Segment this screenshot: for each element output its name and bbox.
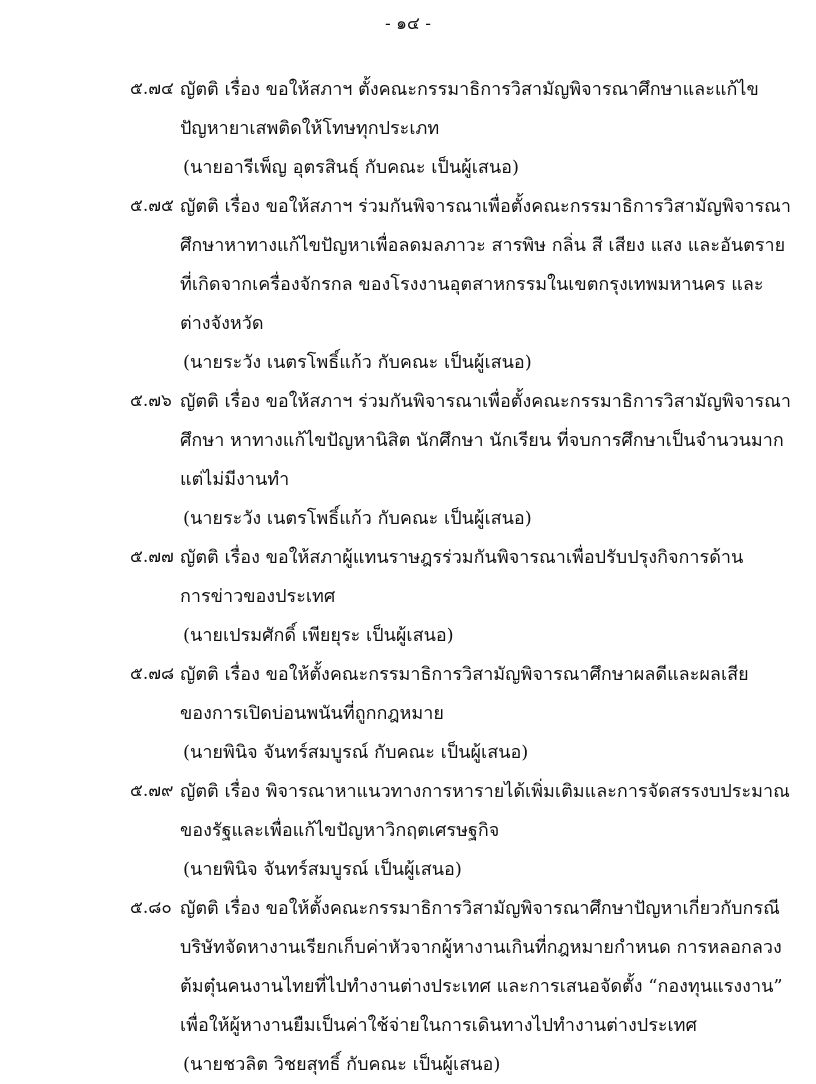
motion-line: [0, 694, 816, 733]
motion-proposer: (นายพินิจ จันทร์สมบูรณ์ เป็นผู้เสนอ): [183, 859, 462, 880]
motion-title: ญัตติ เรื่อง ขอให้สภาฯ ร่วมกันพิจารณาเพื่อตั้งคณะกรรมาธิการวิสามัญพิจารณา: [180, 391, 791, 412]
motion-item: [0, 187, 816, 382]
motion-line: [0, 616, 816, 655]
motion-proposer: (นายระวัง เนตรโพธิ์แก้ว กับคณะ เป็นผู้เสนอ): [183, 508, 532, 529]
motion-number: ๕.๗๔: [130, 79, 174, 99]
motion-title-continuation: ศึกษา หาทางแก้ไขปัญหานิสิต นักศึกษา นักเรียน ที่จบการศึกษาเป็นจำนวนมาก: [180, 430, 784, 451]
motion-title-continuation: ของรัฐและเพื่อแก้ไขปัญหาวิกฤตเศรษฐกิจ: [180, 820, 500, 841]
motion-title-continuation: ต่างจังหวัด: [180, 313, 264, 334]
motion-title-continuation: บริษัทจัดหางานเรียกเก็บค่าหัวจากผู้หางานเกินที่กฎหมายกำหนด การหลอกลวง: [180, 937, 782, 958]
motion-proposer: (นายพินิจ จันทร์สมบูรณ์ กับคณะ เป็นผู้เสนอ): [183, 742, 529, 763]
motion-number: ๕.๘๐: [130, 898, 172, 918]
motion-line: [0, 889, 816, 928]
motion-proposer: (นายอารีเพ็ญ อุตรสินธุ์ กับคณะ เป็นผู้เสนอ): [183, 157, 519, 178]
motion-number: ๕.๗๗: [130, 547, 174, 567]
motion-proposer: (นายเปรมศักดิ์ เพียยุระ เป็นผู้เสนอ): [183, 625, 454, 646]
motion-line: [0, 1006, 816, 1045]
motion-proposer: (นายระวัง เนตรโพธิ์แก้ว กับคณะ เป็นผู้เสนอ): [183, 352, 532, 373]
motion-list: [0, 70, 816, 1084]
motion-title: ญัตติ เรื่อง ขอให้สภาฯ ร่วมกันพิจารณาเพื่อตั้งคณะกรรมาธิการวิสามัญพิจารณา: [180, 196, 791, 217]
motion-title-continuation: ต้มตุ๋นคนงานไทยที่ไปทำงานต่างประเทศ และการเสนอจัดตั้ง “กองทุนแรงงาน”: [180, 976, 783, 997]
motion-line: [0, 499, 816, 538]
motion-line: [0, 1045, 816, 1084]
motion-title-continuation: ของการเปิดบ่อนพนันที่ถูกกฎหมาย: [180, 703, 444, 724]
motion-item: [0, 772, 816, 889]
motion-title: ญัตติ เรื่อง ขอให้ตั้งคณะกรรมาธิการวิสามัญพิจารณาศึกษาผลดีและผลเสีย: [180, 664, 749, 685]
motion-line: [0, 70, 816, 109]
motion-item: [0, 70, 816, 187]
motion-line: [0, 382, 816, 421]
motion-title-continuation: ศึกษาหาทางแก้ไขปัญหาเพื่อลดมลภาวะ สารพิษ กลิ่น สี เสียง แสง และอันตราย: [180, 235, 786, 256]
motion-title-continuation: ปัญหายาเสพติดให้โทษทุกประเภท: [180, 118, 440, 139]
motion-item: [0, 889, 816, 1084]
motion-line: [0, 772, 816, 811]
motion-line: [0, 967, 816, 1006]
motion-item: [0, 382, 816, 538]
motion-number: ๕.๗๖: [130, 391, 172, 411]
motion-line: [0, 421, 816, 460]
motion-line: [0, 928, 816, 967]
motion-number: ๕.๗๘: [130, 664, 175, 684]
motion-number: ๕.๗๕: [130, 196, 174, 216]
motion-line: [0, 577, 816, 616]
motion-line: [0, 850, 816, 889]
motion-title-continuation: แต่ไม่มีงานทำ: [180, 469, 290, 490]
motion-line: [0, 655, 816, 694]
motion-title-continuation: การข่าวของประเทศ: [180, 586, 336, 607]
motion-line: [0, 187, 816, 226]
motion-item: [0, 538, 816, 655]
motion-line: [0, 109, 816, 148]
motion-line: [0, 148, 816, 187]
motion-line: [0, 733, 816, 772]
motion-proposer: (นายชวลิต วิชยสุทธิ์ กับคณะ เป็นผู้เสนอ): [183, 1054, 501, 1075]
motion-line: [0, 304, 816, 343]
motion-title: ญัตติ เรื่อง พิจารณาหาแนวทางการหารายได้เพิ่มเติมและการจัดสรรงบประมาณ: [180, 781, 790, 802]
motion-line: [0, 343, 816, 382]
motion-title-continuation: ที่เกิดจากเครื่องจักรกล ของโรงงานอุตสาหกรรมในเขตกรุงเทพมหานคร และ: [180, 274, 764, 295]
motion-title: ญัตติ เรื่อง ขอให้สภาฯ ตั้งคณะกรรมาธิการวิสามัญพิจารณาศึกษาและแก้ไข: [180, 79, 759, 100]
motion-line: [0, 538, 816, 577]
motion-title: ญัตติ เรื่อง ขอให้สภาผู้แทนราษฎรร่วมกันพิจารณาเพื่อปรับปรุงกิจการด้าน: [180, 547, 744, 568]
motion-title-continuation: เพื่อให้ผู้หางานยืมเป็นค่าใช้จ่ายในการเดินทางไปทำงานต่างประเทศ: [180, 1015, 697, 1036]
motion-item: [0, 655, 816, 772]
motion-line: [0, 811, 816, 850]
motion-title: ญัตติ เรื่อง ขอให้ตั้งคณะกรรมาธิการวิสามัญพิจารณาศึกษาปัญหาเกี่ยวกับกรณี: [180, 898, 780, 919]
motion-line: [0, 226, 816, 265]
page-number: - ๑๔ -: [385, 14, 431, 34]
motion-number: ๕.๗๙: [130, 781, 174, 801]
motion-line: [0, 460, 816, 499]
motion-line: [0, 265, 816, 304]
